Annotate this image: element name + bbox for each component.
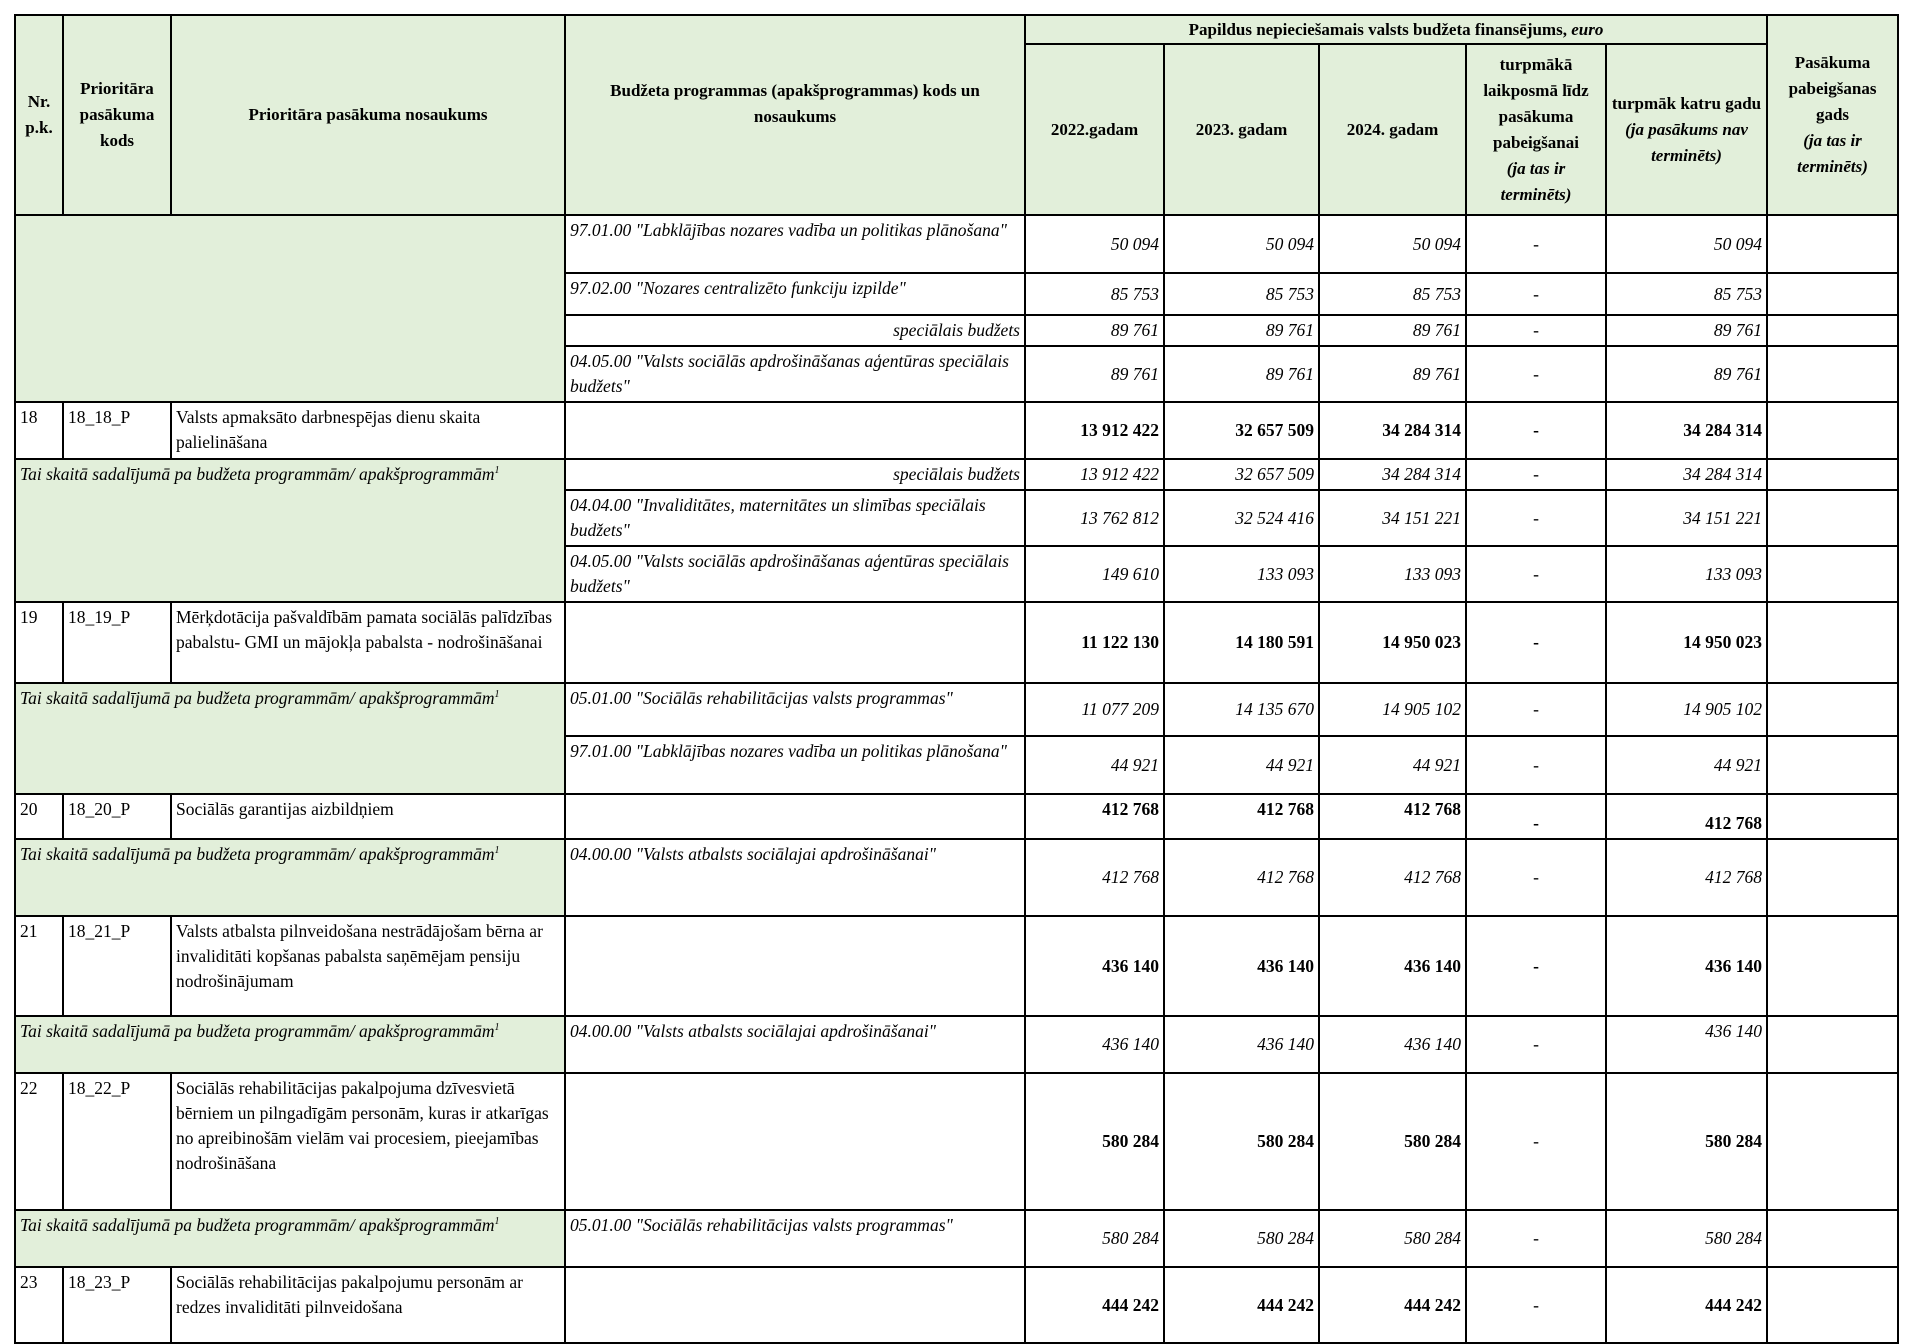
measure-nr: 18 — [15, 402, 63, 459]
value-2023: 580 284 — [1164, 1210, 1319, 1267]
breakdown-label — [15, 1016, 565, 1073]
measure-name: Valsts atbalsta pilnveidošana nestrādājošam bērna ar invaliditāti kopšanas pabalsta saņēmējam pensiju nodrošinājumam — [171, 916, 565, 1016]
program-cell: speciālais budžets — [565, 315, 1025, 346]
value-2023: 133 093 — [1164, 546, 1319, 602]
value-end-year — [1767, 490, 1898, 546]
measure-row-18 — [15, 402, 1898, 459]
value-2024: 412 768 — [1319, 794, 1466, 839]
value-2024: 133 093 — [1319, 546, 1466, 602]
breakdown-label — [15, 839, 565, 916]
value-2022: 444 242 — [1025, 1267, 1164, 1343]
program-cell: 97.02.00 "Nozares centralizēto funkciju izpilde" — [565, 273, 1025, 315]
value-2022: 13 912 422 — [1025, 459, 1164, 490]
value-2024: 444 242 — [1319, 1267, 1466, 1343]
value-2023: 85 753 — [1164, 273, 1319, 315]
measure-name: Sociālās rehabilitācijas pakalpojumu personām ar redzes invaliditāti pilnveidošana — [171, 1267, 565, 1343]
header-2024: 2024. gadam — [1319, 44, 1466, 215]
header-further-until — [1466, 44, 1606, 215]
measure-name: Sociālās rehabilitācijas pakalpojuma dzīvesvietā bērniem un pilngadīgām personām, kuras ir atkarīgas no apreibinošām vielām vai procesiem, pieejamības nodrošināšana — [171, 1073, 565, 1210]
measure-code: 18_18_P — [63, 402, 171, 459]
value-2022: 13 762 812 — [1025, 490, 1164, 546]
measure-nr: 19 — [15, 602, 63, 683]
value-2023: 436 140 — [1164, 916, 1319, 1016]
value-2023: 32 657 509 — [1164, 459, 1319, 490]
value-2023: 32 524 416 — [1164, 490, 1319, 546]
table-row — [15, 215, 1898, 273]
header-code: Prioritāra pasākuma kods — [63, 15, 171, 215]
measure-nr: 22 — [15, 1073, 63, 1210]
program-cell: 04.00.00 "Valsts atbalsts sociālajai apdrošināšanai" — [565, 1016, 1025, 1073]
value-each: 34 151 221 — [1606, 490, 1767, 546]
measure-name: Valsts apmaksāto darbnespējas dienu skaita palielināšana — [171, 402, 565, 459]
value-2024: 14 905 102 — [1319, 683, 1466, 736]
header-funding-text: Papildus nepieciešamais valsts budžeta finansējums, — [1188, 19, 1567, 39]
value-2024: 89 761 — [1319, 346, 1466, 402]
breakdown-text: Tai skaitā sadalījumā pa budžeta programmām/ apakšprogrammām — [20, 844, 495, 864]
breakdown-label — [15, 683, 565, 794]
value-end-year — [1767, 459, 1898, 490]
value-each: 580 284 — [1606, 1073, 1767, 1210]
value-2022: 13 912 422 — [1025, 402, 1164, 459]
value-2022: 149 610 — [1025, 546, 1164, 602]
value-each: 34 284 314 — [1606, 459, 1767, 490]
header-end-year-note: (ja tas ir terminēts) — [1797, 131, 1868, 176]
value-2023: 89 761 — [1164, 315, 1319, 346]
value-until: - — [1466, 315, 1606, 346]
value-until: - — [1466, 736, 1606, 794]
program-cell — [565, 402, 1025, 459]
table-row — [15, 683, 1898, 736]
table-row — [15, 459, 1898, 490]
breakdown-text: Tai skaitā sadalījumā pa budžeta programmām/ apakšprogrammām — [20, 688, 495, 708]
measure-code: 18_20_P — [63, 794, 171, 839]
value-until: - — [1466, 1210, 1606, 1267]
value-end-year — [1767, 916, 1898, 1016]
value-until: - — [1466, 1016, 1606, 1073]
value-until: - — [1466, 602, 1606, 683]
value-end-year — [1767, 1267, 1898, 1343]
header-funding-unit: euro — [1571, 19, 1604, 39]
measure-row-20 — [15, 794, 1898, 839]
value-2022: 11 077 209 — [1025, 683, 1164, 736]
table-row — [15, 839, 1898, 916]
measure-row-19 — [15, 602, 1898, 683]
value-each: 89 761 — [1606, 346, 1767, 402]
value-2024: 580 284 — [1319, 1073, 1466, 1210]
value-2024: 85 753 — [1319, 273, 1466, 315]
footnote-mark: 1 — [494, 1216, 500, 1228]
header-nr: Nr. p.k. — [15, 15, 63, 215]
value-each: 14 905 102 — [1606, 683, 1767, 736]
breakdown-text: Tai skaitā sadalījumā pa budžeta programmām/ apakšprogrammām — [20, 464, 495, 484]
value-2022: 412 768 — [1025, 839, 1164, 916]
value-2024: 44 921 — [1319, 736, 1466, 794]
breakdown-label — [15, 459, 565, 602]
carry-over-block — [15, 215, 565, 402]
value-2022: 85 753 — [1025, 273, 1164, 315]
program-cell: 04.04.00 "Invaliditātes, maternitātes un slimības speciālais budžets" — [565, 490, 1025, 546]
header-funding-group — [1025, 15, 1767, 44]
value-2023: 14 135 670 — [1164, 683, 1319, 736]
value-until: - — [1466, 346, 1606, 402]
header-further-until-label: turpmākā laikposmā līdz pasākuma pabeigšanai — [1483, 54, 1589, 152]
table-row — [15, 1016, 1898, 1073]
value-each: 580 284 — [1606, 1210, 1767, 1267]
value-2024: 436 140 — [1319, 916, 1466, 1016]
measure-nr: 20 — [15, 794, 63, 839]
measure-name: Sociālās garantijas aizbildņiem — [171, 794, 565, 839]
program-cell: 97.01.00 "Labklājības nozares vadība un politikas plānošana" — [565, 215, 1025, 273]
program-cell — [565, 1073, 1025, 1210]
value-each: 44 921 — [1606, 736, 1767, 794]
measure-code: 18_19_P — [63, 602, 171, 683]
value-until: - — [1466, 273, 1606, 315]
value-until: - — [1466, 683, 1606, 736]
value-until: - — [1466, 839, 1606, 916]
value-until: - — [1466, 215, 1606, 273]
value-2022: 89 761 — [1025, 346, 1164, 402]
value-2024: 34 284 314 — [1319, 459, 1466, 490]
value-2023: 32 657 509 — [1164, 402, 1319, 459]
value-until: - — [1466, 916, 1606, 1016]
value-until: - — [1466, 1267, 1606, 1343]
program-cell: 04.05.00 "Valsts sociālās apdrošināšanas aģentūras speciālais budžets" — [565, 546, 1025, 602]
measure-row-21 — [15, 916, 1898, 1016]
table-row — [15, 1210, 1898, 1267]
program-cell: 05.01.00 "Sociālās rehabilitācijas valsts programmas" — [565, 1210, 1025, 1267]
value-2024: 14 950 023 — [1319, 602, 1466, 683]
value-2023: 444 242 — [1164, 1267, 1319, 1343]
value-2024: 34 151 221 — [1319, 490, 1466, 546]
header-end-year — [1767, 15, 1898, 215]
breakdown-text: Tai skaitā sadalījumā pa budžeta programmām/ apakšprogrammām — [20, 1215, 495, 1235]
measure-code: 18_22_P — [63, 1073, 171, 1210]
value-each: 444 242 — [1606, 1267, 1767, 1343]
value-each: 85 753 — [1606, 273, 1767, 315]
value-each: 89 761 — [1606, 315, 1767, 346]
value-each: 436 140 — [1606, 916, 1767, 1016]
value-2023: 580 284 — [1164, 1073, 1319, 1210]
value-each: 412 768 — [1606, 839, 1767, 916]
value-end-year — [1767, 1073, 1898, 1210]
measure-row-23 — [15, 1267, 1898, 1343]
header-row-1 — [15, 15, 1898, 44]
value-end-year — [1767, 839, 1898, 916]
footnote-mark: 1 — [494, 689, 500, 701]
value-2022: 436 140 — [1025, 916, 1164, 1016]
value-end-year — [1767, 315, 1898, 346]
header-program: Budžeta programmas (apakšprogrammas) kods un nosaukums — [565, 15, 1025, 215]
value-2024: 580 284 — [1319, 1210, 1466, 1267]
value-2023: 44 921 — [1164, 736, 1319, 794]
header-2022: 2022.gadam — [1025, 44, 1164, 215]
program-cell: 05.01.00 "Sociālās rehabilitācijas valsts programmas" — [565, 683, 1025, 736]
header-further-each — [1606, 44, 1767, 215]
value-until: - — [1466, 794, 1606, 839]
measure-row-22 — [15, 1073, 1898, 1210]
footnote-mark: 1 — [494, 1022, 500, 1034]
program-cell — [565, 916, 1025, 1016]
value-end-year — [1767, 346, 1898, 402]
value-2022: 89 761 — [1025, 315, 1164, 346]
measure-nr: 21 — [15, 916, 63, 1016]
footnote-mark: 1 — [494, 845, 500, 857]
breakdown-label — [15, 1210, 565, 1267]
value-until: - — [1466, 459, 1606, 490]
program-cell: speciālais budžets — [565, 459, 1025, 490]
value-until: - — [1466, 1073, 1606, 1210]
measure-nr: 23 — [15, 1267, 63, 1343]
value-2022: 412 768 — [1025, 794, 1164, 839]
value-2023: 14 180 591 — [1164, 602, 1319, 683]
header-further-each-label: turpmāk katru gadu — [1611, 93, 1762, 113]
value-2023: 436 140 — [1164, 1016, 1319, 1073]
footnote-mark: 1 — [494, 465, 500, 477]
value-2024: 412 768 — [1319, 839, 1466, 916]
value-each: 412 768 — [1606, 794, 1767, 839]
value-until: - — [1466, 546, 1606, 602]
value-end-year — [1767, 794, 1898, 839]
value-2022: 50 094 — [1025, 215, 1164, 273]
value-2024: 436 140 — [1319, 1016, 1466, 1073]
value-each: 50 094 — [1606, 215, 1767, 273]
breakdown-text: Tai skaitā sadalījumā pa budžeta programmām/ apakšprogrammām — [20, 1021, 495, 1041]
value-2023: 412 768 — [1164, 794, 1319, 839]
value-end-year — [1767, 273, 1898, 315]
value-end-year — [1767, 546, 1898, 602]
value-2024: 34 284 314 — [1319, 402, 1466, 459]
value-end-year — [1767, 736, 1898, 794]
value-2024: 50 094 — [1319, 215, 1466, 273]
measure-name: Mērķdotācija pašvaldībām pamata sociālās palīdzības pabalstu- GMI un mājokļa pabalsta - nodrošināšanai — [171, 602, 565, 683]
value-2023: 89 761 — [1164, 346, 1319, 402]
value-end-year — [1767, 602, 1898, 683]
program-cell — [565, 794, 1025, 839]
value-2022: 11 122 130 — [1025, 602, 1164, 683]
value-end-year — [1767, 402, 1898, 459]
value-each: 34 284 314 — [1606, 402, 1767, 459]
program-cell: 04.00.00 "Valsts atbalsts sociālajai apdrošināšanai" — [565, 839, 1025, 916]
budget-table — [14, 14, 1899, 1344]
value-2024: 89 761 — [1319, 315, 1466, 346]
value-2023: 412 768 — [1164, 839, 1319, 916]
value-each: 436 140 — [1606, 1016, 1767, 1073]
value-end-year — [1767, 1016, 1898, 1073]
value-end-year — [1767, 1210, 1898, 1267]
program-cell — [565, 602, 1025, 683]
header-name: Prioritāra pasākuma nosaukums — [171, 15, 565, 215]
header-further-until-note: (ja tas ir terminēts) — [1500, 158, 1572, 204]
value-2023: 50 094 — [1164, 215, 1319, 273]
program-cell — [565, 1267, 1025, 1343]
measure-code: 18_21_P — [63, 916, 171, 1016]
value-2022: 436 140 — [1025, 1016, 1164, 1073]
program-cell: 04.05.00 "Valsts sociālās apdrošināšanas aģentūras speciālais budžets" — [565, 346, 1025, 402]
value-each: 14 950 023 — [1606, 602, 1767, 683]
header-2023: 2023. gadam — [1164, 44, 1319, 215]
program-cell: 97.01.00 "Labklājības nozares vadība un politikas plānošana" — [565, 736, 1025, 794]
value-end-year — [1767, 683, 1898, 736]
value-2022: 580 284 — [1025, 1073, 1164, 1210]
measure-code: 18_23_P — [63, 1267, 171, 1343]
header-further-each-note: (ja pasākums nav terminēts) — [1625, 119, 1748, 165]
value-2022: 44 921 — [1025, 736, 1164, 794]
value-until: - — [1466, 490, 1606, 546]
value-end-year — [1767, 215, 1898, 273]
header-end-year-label: Pasākuma pabeigšanas gads — [1788, 53, 1877, 124]
value-until: - — [1466, 402, 1606, 459]
value-each: 133 093 — [1606, 546, 1767, 602]
value-2022: 580 284 — [1025, 1210, 1164, 1267]
